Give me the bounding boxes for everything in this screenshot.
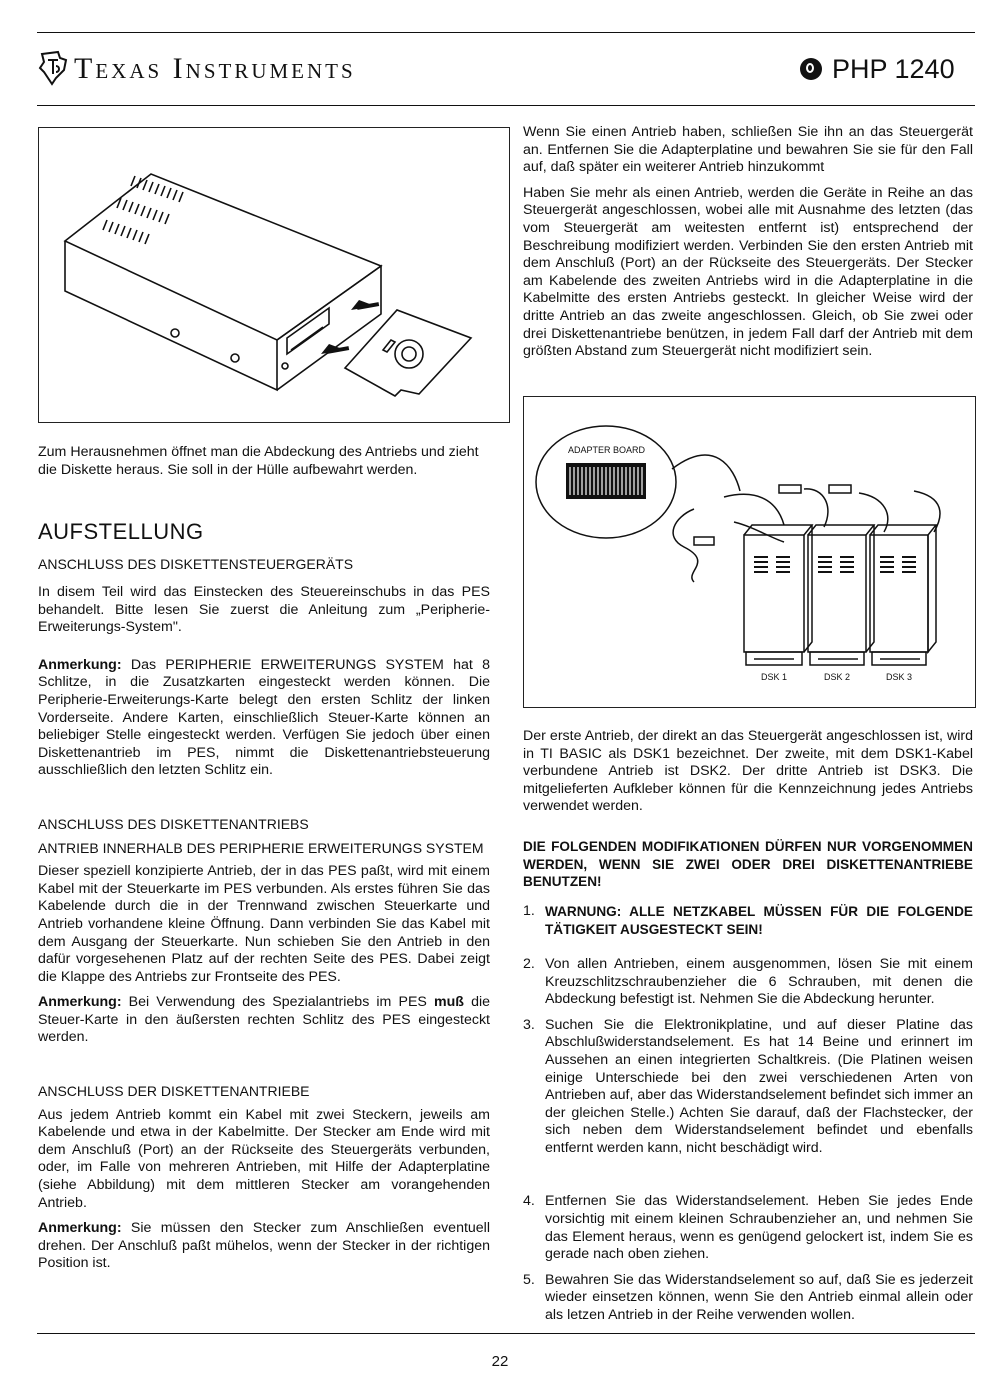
ti-logo-icon	[36, 48, 70, 86]
adapter-board-label: ADAPTER BOARD	[568, 445, 646, 455]
step-item	[523, 1272, 973, 1325]
step-number: 3.	[523, 1016, 535, 1033]
brand-name: Texas Instruments	[74, 52, 356, 85]
step-number: 4.	[523, 1193, 535, 1210]
drive-label-3: DSK 3	[885, 672, 913, 682]
step-text: Entfernen Sie das Widerstandselement. Heben Sie jedes Ende vorsichtig mit einem kleinen Schraubenzieher an, und nehmen Sie das Element heraus, wenn es genügend gelockert ist, indem Sie es gerade nach oben ziehen.	[545, 1193, 973, 1263]
top-rule	[37, 32, 975, 33]
right-bottom-text	[523, 728, 973, 1333]
subheading-internal-drive: ANTRIEB INNERHALB DES PERIPHERIE ERWEITERUNGS SYSTEM	[38, 839, 484, 856]
footer-rule	[37, 1333, 975, 1334]
drive-chain-illustration	[524, 397, 975, 707]
figure1-caption: Zum Herausnehmen öffnet man die Abdeckung des Antriebs und zieht die Diskette heraus. Sie soll in der Hülle aufbewahrt werden.	[38, 444, 479, 478]
disk-drive-illustration	[39, 128, 509, 422]
note-label: Anmerkung:	[38, 1220, 122, 1237]
paragraph-multiple-drives: Haben Sie mehr als einen Antrieb, werden die Geräte in Reihe an das Steuergerät angeschlossen, wobei alle mit Ausnahme des letzten (das vom Steuergerät am weitesten entfernt ist) entsprechend der Beschreibung modifiziert werden. Verbinden Sie den ersten Antrieb mit dem Anschluß (Port) an der Rückseite des Steuergeräts. Der Stecker am Kabelende des zweiten Antriebs wird in die Adapterplatine in die Kabelmitte des ersten Antriebs gesteckt. In gleicher Weise wird der dritte Antrieb an das zweite angeschlossen. Gleich, ob Sie zwei oder drei Diskettenantriebe benützen, in jedem Fall darf der Antrieb mit dem größten Abstand zum Steuergerät nicht modifiziert sein.	[523, 184, 973, 360]
paragraph-intro: In disem Teil wird das Einstecken des Steuereinschubs in das PES behandelt. Bitte lesen Sie zuerst die Anleitung zum „Peripherie-Erweiterungs-System".	[38, 584, 490, 636]
header-rule	[37, 105, 975, 106]
note-special-drive	[38, 994, 490, 1047]
step-number: 5.	[523, 1271, 535, 1288]
step-number: 2.	[523, 955, 535, 972]
section-title: AUFSTELLUNG	[38, 519, 204, 544]
step-text: Suchen Sie die Elektronikplatine, und auf dieser Platine das Abschlußwiderstandselement. Es hat 14 Beine und erinnert im Aussehen an einen integrierten Schaltkreis. (Die Platinen weisen einige Unterschiede bei den zwei verschiedenen Arten von Antrieben auf, aber das Widerstandselement befindet sich immer an der gleichen Stelle.) Achten Sie darauf, daß der Flachstecker, der sich neben dem Widerstandselement befindet und ebenfalls entfernt werden kann, nicht beschädigt wird.	[545, 1016, 973, 1156]
subheading-controller: ANSCHLUSS DES DISKETTENSTEUERGERÄTS	[38, 556, 354, 572]
step-text: Bewahren Sie das Widerstandselement so auf, daß Sie es jederzeit wieder einsetzen können, wenn Sie den Antrieb einmal allein oder als letzen Antrieb in der Reihe verwenden wollen.	[545, 1271, 973, 1324]
subheading-drives: ANSCHLUSS DER DISKETTENANTRIEBE	[38, 1083, 310, 1100]
model-label	[800, 54, 955, 85]
modification-steps	[523, 903, 973, 1325]
note-connector	[38, 1220, 490, 1273]
figure-disk-drive	[38, 127, 510, 423]
note-text-b: die Steuer-Karte in den äußersten rechten Schlitz des PES eingesteckt werden.	[38, 994, 490, 1046]
step-text: Von allen Antrieben, einem ausgenommen, lösen Sie mit einem Kreuzschlitzschraubenzieher die 6 Schrauben, mit denen die Abdeckung befestigt ist. Nehmen Sie die Abdeckung herunter.	[545, 955, 973, 1008]
note-pes-slots	[38, 657, 490, 780]
step-number: 1.	[523, 902, 535, 919]
subheading-drive: ANSCHLUSS DES DISKETTENANTRIEBS	[38, 815, 309, 832]
note-text: Das PERIPHERIE ERWEITERUNGS SYSTEM hat 8 Schlitze, in die Zusatzkarten eingesteckt werden können. Die Peripherie-Erweiterungs-Karte belegt den ersten Schlitz der linken Vorderseite. Andere Karten, einschließlich Steuer-Karte können an beliebiger Stelle eingesteckt werden. Verfügen Sie jedoch über einen Diskettenantrieb im PES, nimmt die Diskettenantriebsteuerung ausschließlich den letzten Schlitz ein.	[38, 656, 490, 779]
step-item	[523, 1193, 973, 1263]
record-icon	[800, 58, 822, 80]
model-number: PHP 1240	[832, 54, 955, 84]
step-item	[523, 1017, 973, 1158]
paragraph-internal-drive: Dieser speziell konzipierte Antrieb, der in das PES paßt, wird mit einem Kabel mit der Steuerkarte im PES verbunden. Als erstes führen Sie das Kabelende durch die in der Trennwand zwischen Steuerkarte und Antrieb vorhandene kleine Öffnung. Dann verbinden Sie das Kabel mit dem Ausgang der Steuerkarte. Nun schieben Sie den Antrieb in den dafür vorgesehenen Platz auf der rechten Seite des PES. Dabei zeigt die Klappe des Antriebs zur Frontseite des PES.	[38, 863, 490, 985]
note-text-a: Bei Verwendung des Spezialantriebs im PES	[121, 994, 434, 1011]
page-number: 22	[491, 1353, 509, 1370]
right-top-text	[523, 124, 973, 369]
paragraph-cable: Aus jedem Antrieb kommt ein Kabel mit zwei Steckern, jeweils am Kabelende und etwa in der Kabelmitte. Der Stecker am Ende wird mit dem Anschluß (Port) an der Rückseite des Steuergeräts verbunden, oder, im Falle von mehreren Antrieben, mit Hilfe der Adapterplatine (siehe Abbildung) mit dem mittleren Stecker am vorangehenden Antrieb.	[38, 1106, 490, 1211]
figure-drive-chain	[523, 396, 976, 708]
left-column-text	[38, 584, 490, 1281]
drive-label-1: DSK 1	[760, 672, 788, 682]
note-label: Anmerkung:	[38, 656, 122, 673]
note-text-bold: muß	[434, 994, 464, 1011]
note-text: Sie müssen den Stecker zum Anschließen eventuell drehen. Der Anschluß paßt mühelos, wenn der Stecker in der richtigen Position ist.	[38, 1220, 490, 1272]
paragraph-dsk-naming: Der erste Antrieb, der direkt an das Steuergerät angeschlossen ist, wird in TI BASIC als DSK1 bezeichnet. Der zweite, mit dem DSK1-Kabel verbundene Antrieb ist DSK2. Der dritte Antrieb ist DSK3. Die mitgelieferten Aufkleber können für die Kennzeichnung jedes Antriebs verwendet werden.	[523, 728, 973, 815]
drive-label-2: DSK 2	[823, 672, 851, 682]
note-label: Anmerkung:	[38, 994, 122, 1011]
warning-heading: DIE FOLGENDEN MODIFIKATIONEN DÜRFEN NUR VORGENOMMEN WERDEN, WENN SIE ZWEI ODER DREI DISKETTENANTRIEBE BENUTZEN!	[523, 838, 973, 890]
paragraph-single-drive: Wenn Sie einen Antrieb haben, schließen Sie ihn an das Steuergerät an. Entfernen Sie die Adapterplatine und bewahren Sie sie für den Fall auf, daß später ein weiterer Antrieb hinzukommt	[523, 124, 973, 176]
step-item	[523, 903, 973, 940]
step-item	[523, 956, 973, 1009]
step-text: WARNUNG: ALLE NETZKABEL MÜSSEN FÜR DIE FOLGENDE TÄTIGKEIT AUSGESTECKT SEIN!	[545, 903, 973, 938]
